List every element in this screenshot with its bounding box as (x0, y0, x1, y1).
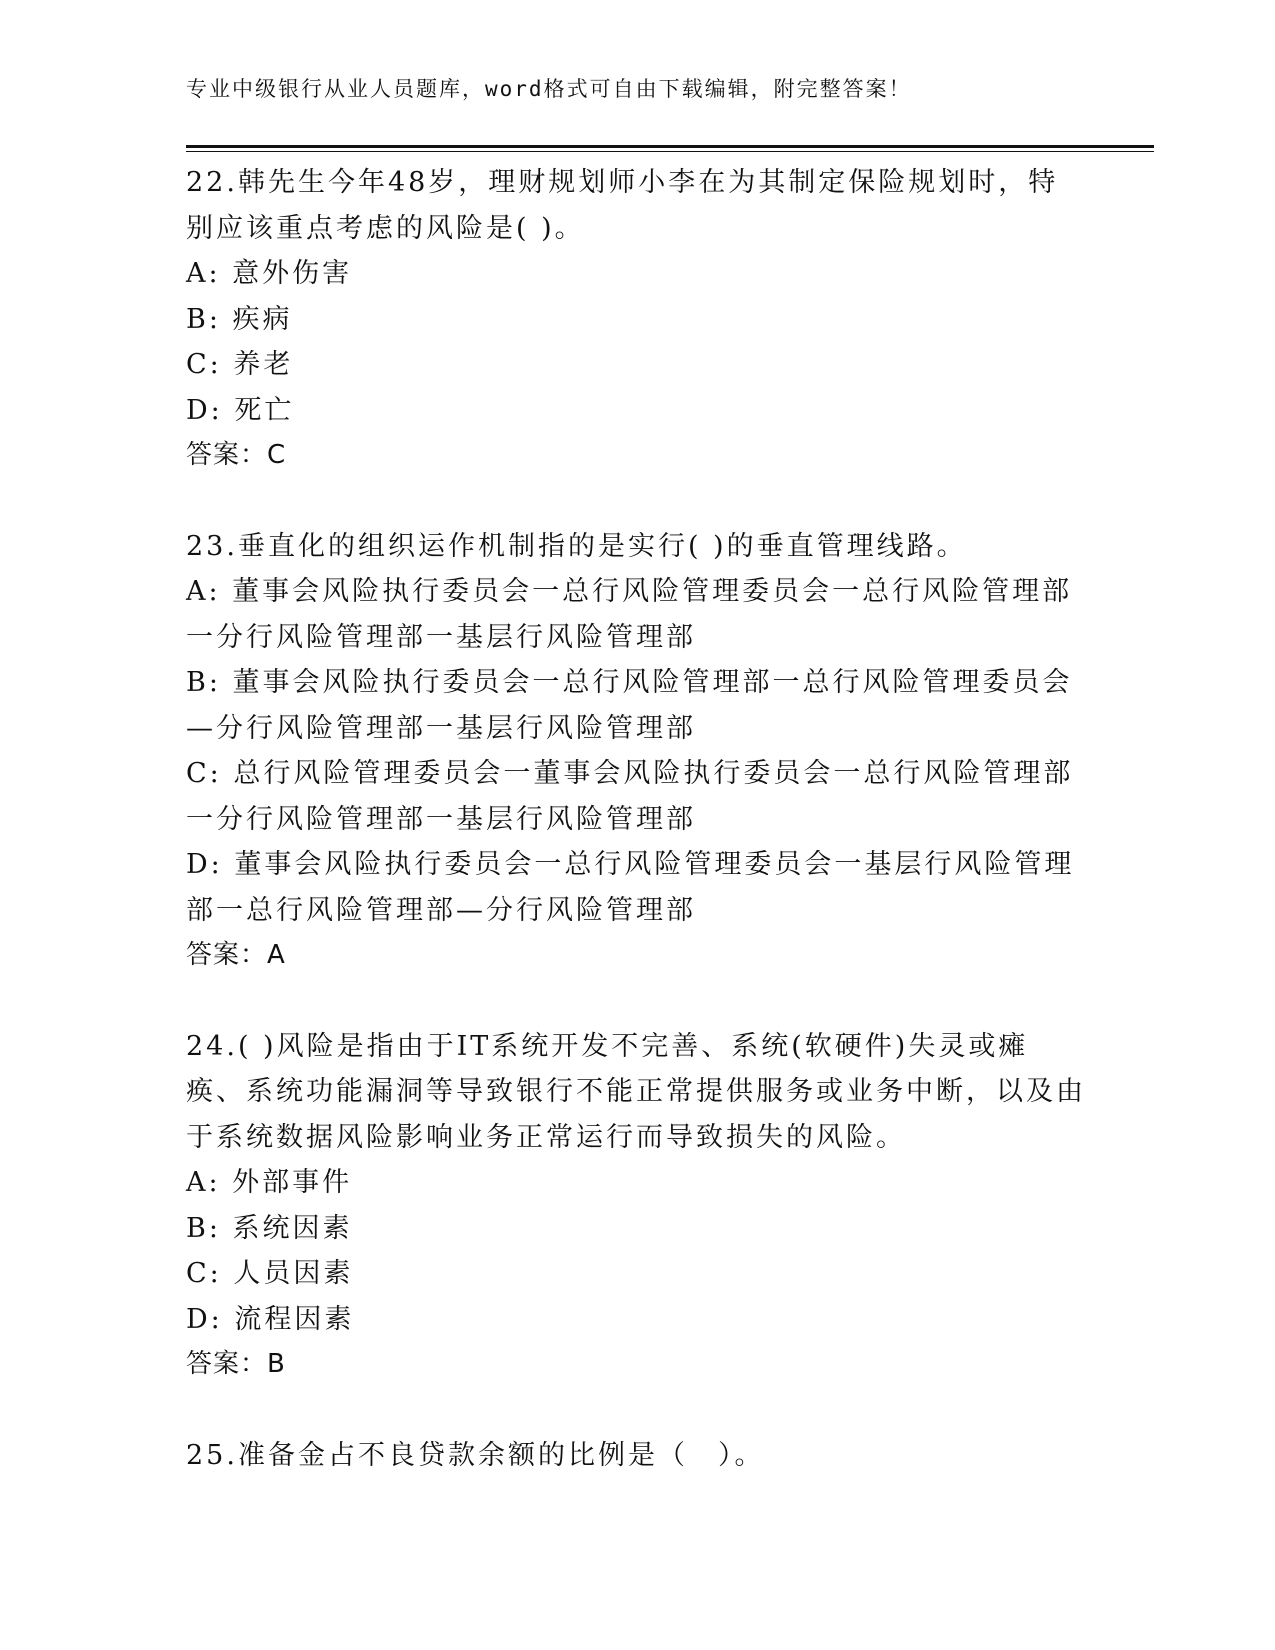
option-d: D: 死亡 (186, 394, 295, 426)
option-a: A: 意外伤害 (186, 258, 353, 289)
answer-line: 答案：C (186, 440, 287, 470)
question-25 (186, 1433, 1086, 1479)
option-a: A: 董事会风险执行委员会一总行风险管理委员会一总行风险管理部一分行风险管理部一基层行风险管理部 (186, 576, 1073, 653)
page-header: 专业中级银行从业人员题库，word格式可自由下载编辑，附完整答案！ (186, 77, 912, 101)
option-a: A: 外部事件 (186, 1167, 353, 1198)
header-rule-thin (186, 151, 1154, 152)
option-b: B: 董事会风险执行委员会一总行风险管理部一总行风险管理委员会—分行风险管理部一基层行风险管理部 (186, 667, 1073, 744)
header-rule-thick (186, 145, 1154, 148)
question-spacer (186, 479, 1086, 524)
question-23 (186, 524, 1086, 979)
option-d: D: 流程因素 (186, 1303, 355, 1335)
option-c: C: 总行风险管理委员会一董事会风险执行委员会一总行风险管理部一分行风险管理部一基层行风险管理部 (186, 758, 1074, 835)
question-stem: 22.韩先生今年48岁，理财规划师小李在为其制定保险规划时，特别应该重点考虑的风险是( )。 (186, 167, 1059, 244)
option-c: C: 人员因素 (186, 1258, 354, 1289)
question-22 (186, 160, 1086, 479)
question-stem: 25.准备金占不良贷款余额的比例是（ ）。 (186, 1439, 765, 1471)
answer-line: 答案：A (186, 940, 286, 970)
option-b: B: 系统因素 (186, 1212, 353, 1244)
option-c: C: 养老 (186, 349, 294, 380)
question-stem: 24.( )风险是指由于IT系统开发不完善、系统(软硬件)失灵或瘫痪、系统功能漏洞等导致银行不能正常提供服务或业务中断，以及由于系统数据风险影响业务正常运行而导致损失的风险。 (186, 1030, 1086, 1153)
answer-line: 答案：B (186, 1349, 286, 1379)
option-b: B: 疾病 (186, 303, 293, 335)
question-stem: 23.垂直化的组织运作机制指的是实行( )的垂直管理线路。 (186, 530, 967, 562)
option-d: D: 董事会风险执行委员会一总行风险管理委员会一基层行风险管理部一总行风险管理部—分行风险管理部 (186, 849, 1075, 926)
question-24 (186, 1024, 1086, 1388)
question-spacer (186, 1388, 1086, 1433)
question-spacer (186, 979, 1086, 1024)
question-list (186, 160, 1086, 1478)
